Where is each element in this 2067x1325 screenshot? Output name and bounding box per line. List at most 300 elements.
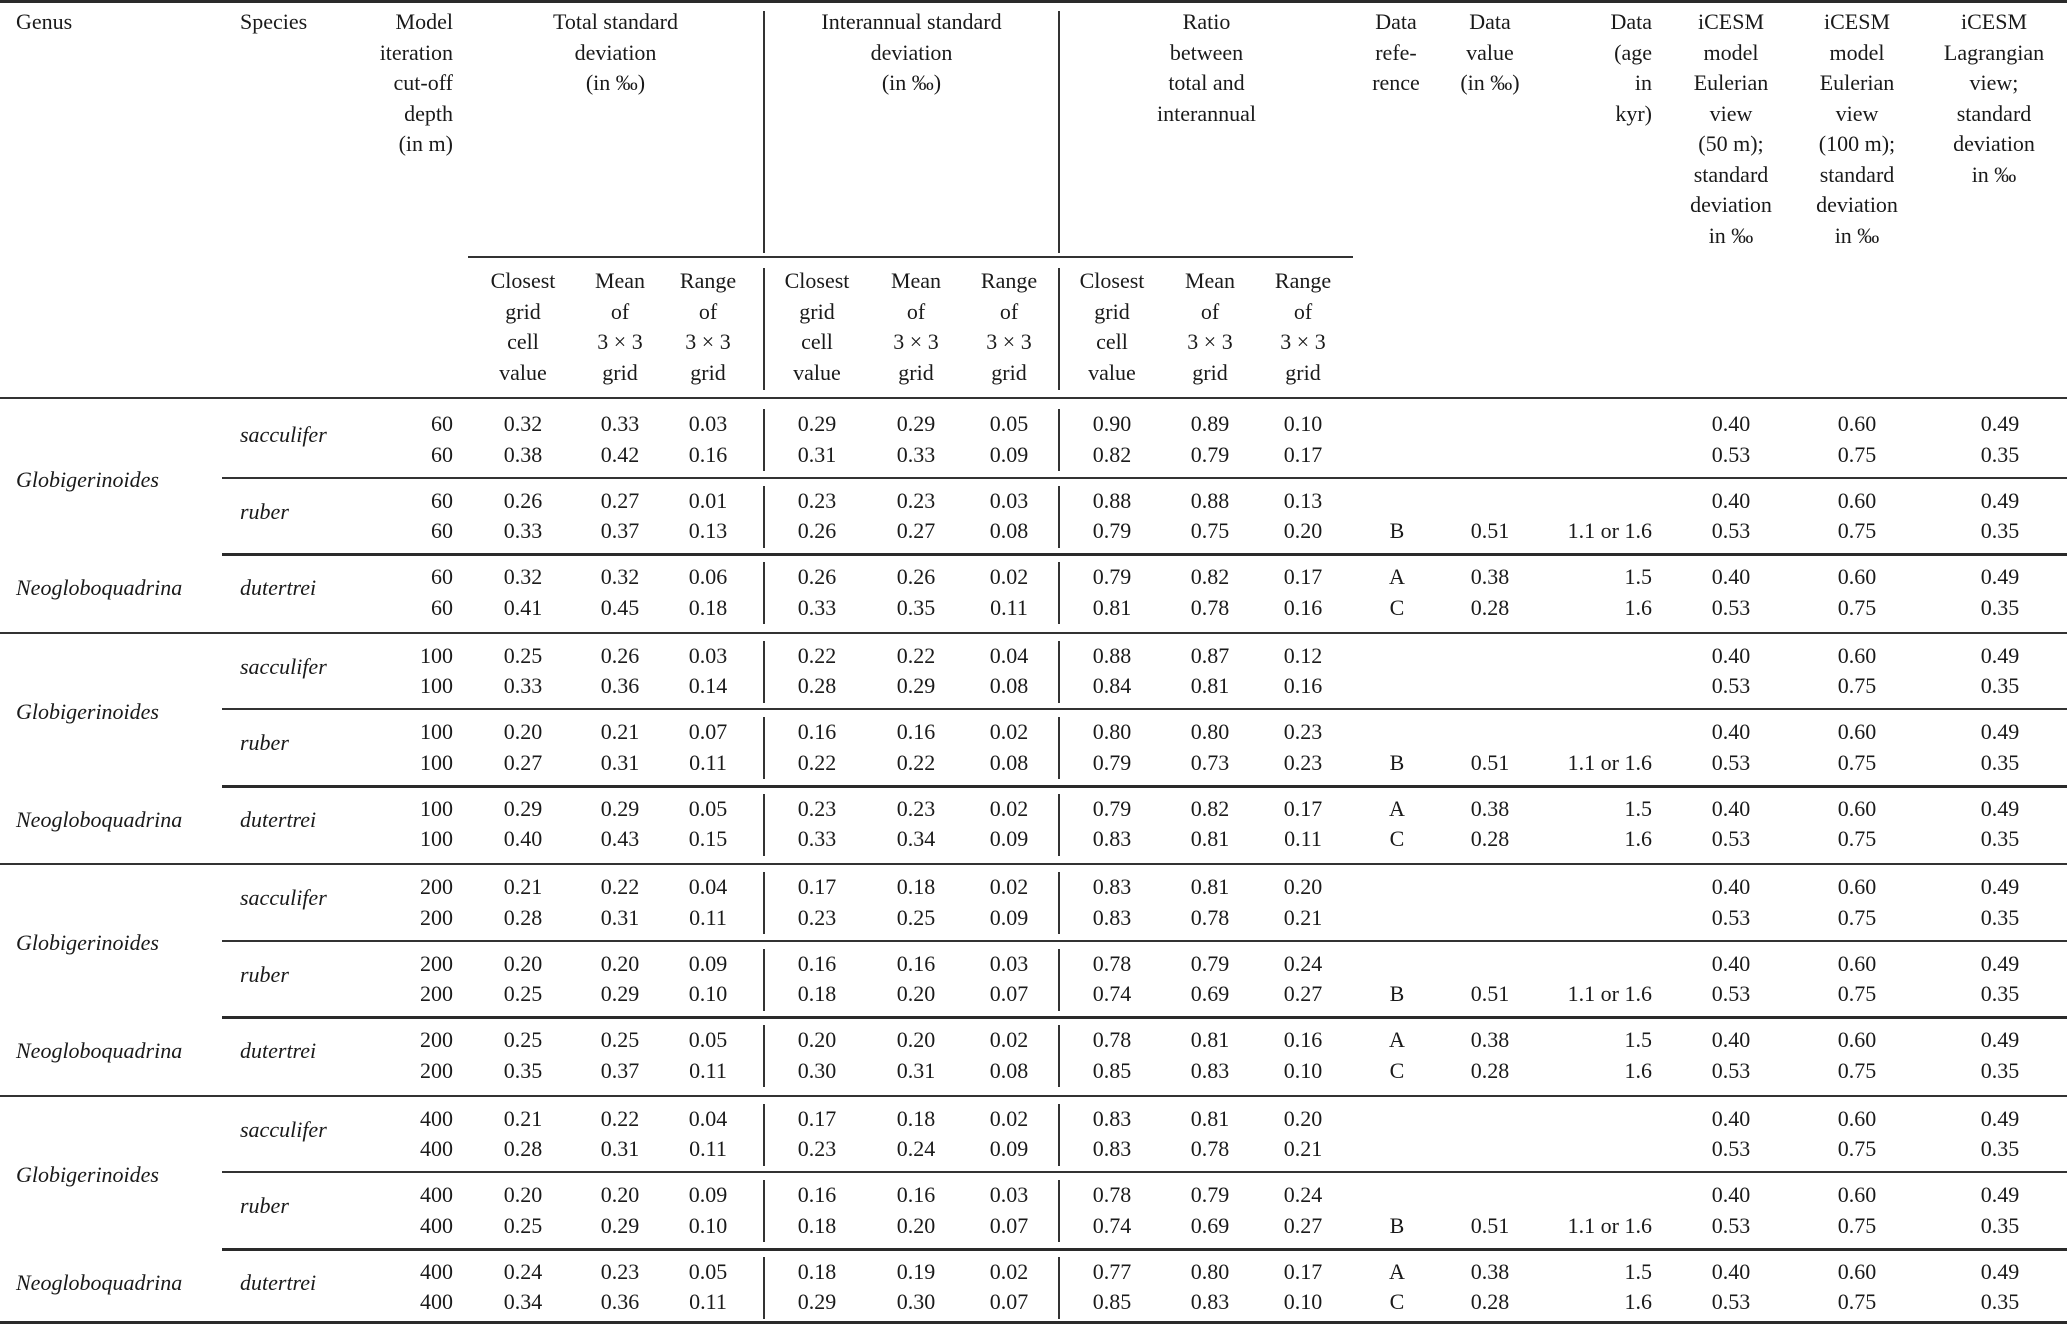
cell-inter-range: 0.09 xyxy=(989,441,1029,467)
cell-total-mean: 0.25 xyxy=(600,1027,640,1052)
header-line: in xyxy=(1634,70,1652,95)
cell-inter-range: 0.02 xyxy=(989,719,1029,744)
cell-ratio-mean: 0.81 xyxy=(1190,673,1230,698)
rule xyxy=(222,785,2067,788)
cell-inter-range: 0.03 xyxy=(989,487,1029,513)
rule xyxy=(222,1016,2067,1019)
rule xyxy=(222,1248,2067,1251)
species-label: dutertrei xyxy=(240,575,317,600)
cell-ratio-range: 0.16 xyxy=(1283,1027,1323,1052)
header-line: value xyxy=(1466,39,1514,65)
cell-total-mean: 0.22 xyxy=(600,1105,640,1131)
cell-total-range: 0.01 xyxy=(688,487,728,513)
cell-icesm-50m: 0.40 xyxy=(1711,719,1751,744)
species-label: ruber xyxy=(240,730,289,755)
cell-total-closest: 0.29 xyxy=(503,795,543,821)
header-line: cell xyxy=(801,329,833,354)
species-label: sacculifer xyxy=(240,422,327,447)
cell-icesm-lagrangian: 0.35 xyxy=(1980,826,2020,851)
cell-icesm-lagrangian: 0.49 xyxy=(1980,1105,2020,1131)
cell-inter-closest: 0.22 xyxy=(797,642,837,668)
column-separator xyxy=(763,268,765,390)
cell-total-closest: 0.20 xyxy=(503,950,543,976)
header-line: grid xyxy=(991,359,1027,385)
cell-ratio-closest: 0.79 xyxy=(1092,518,1132,543)
header-icesm-lagrangian xyxy=(1924,7,2064,190)
cell-total-closest: 0.28 xyxy=(503,1136,543,1161)
cell-total-mean: 0.21 xyxy=(600,719,640,744)
cell-ratio-range: 0.17 xyxy=(1283,564,1323,589)
cell-total-range: 0.11 xyxy=(689,749,727,775)
cell-inter-range: 0.03 xyxy=(989,1182,1029,1207)
subheader-mean xyxy=(1160,266,1260,388)
header-line: of xyxy=(906,298,926,324)
cell-ratio-closest: 0.88 xyxy=(1092,487,1132,513)
cell-data-age: 1.1 or 1.6 xyxy=(1567,518,1652,543)
header-line: deviation xyxy=(1690,192,1772,217)
cell-total-range: 0.09 xyxy=(688,950,728,976)
cell-total-range: 0.15 xyxy=(688,826,728,851)
cell-data-value: 0.51 xyxy=(1470,749,1510,775)
cell-total-range: 0.05 xyxy=(688,1027,728,1052)
cell-inter-mean: 0.20 xyxy=(896,1027,936,1052)
cell-icesm-50m: 0.40 xyxy=(1711,411,1751,436)
cell-inter-range: 0.09 xyxy=(989,1136,1029,1161)
cell-ratio-mean: 0.89 xyxy=(1190,411,1230,436)
cell-inter-range: 0.09 xyxy=(989,826,1029,851)
cell-total-mean: 0.42 xyxy=(600,441,640,467)
header-line: in ‰ xyxy=(1971,161,2017,187)
header-line: between xyxy=(1169,39,1244,65)
cell-ratio-closest: 0.83 xyxy=(1092,874,1132,899)
cell-depth: 60 xyxy=(431,411,453,436)
cell-total-mean: 0.45 xyxy=(600,594,640,620)
genus-label: Neogloboquadrina xyxy=(16,1038,183,1063)
cell-icesm-100m: 0.75 xyxy=(1837,1212,1877,1238)
cell-total-range: 0.10 xyxy=(688,981,728,1006)
cell-inter-range: 0.09 xyxy=(989,904,1029,930)
cell-icesm-lagrangian: 0.49 xyxy=(1980,874,2020,899)
cell-icesm-100m: 0.60 xyxy=(1837,1182,1877,1207)
header-line: Total standard xyxy=(553,9,678,34)
cell-inter-mean: 0.24 xyxy=(896,1136,936,1161)
cell-data-value: 0.38 xyxy=(1470,564,1510,589)
cell-icesm-50m: 0.53 xyxy=(1711,904,1751,930)
cell-total-closest: 0.32 xyxy=(503,411,543,436)
cell-data-age: 1.1 or 1.6 xyxy=(1567,1212,1652,1238)
cell-icesm-50m: 0.40 xyxy=(1711,874,1751,899)
header-line: value xyxy=(793,359,841,385)
cell-inter-mean: 0.16 xyxy=(896,950,936,976)
header-data-value xyxy=(1440,7,1540,99)
header-line: deviation xyxy=(1816,192,1898,217)
species-label: sacculifer xyxy=(240,1116,327,1142)
genus-label: Neogloboquadrina xyxy=(16,575,183,600)
species-label: sacculifer xyxy=(240,653,327,679)
header-line: depth xyxy=(404,100,453,126)
cell-total-mean: 0.37 xyxy=(600,1057,640,1083)
cell-depth: 200 xyxy=(420,904,453,930)
cell-total-mean: 0.31 xyxy=(600,904,640,930)
cell-data-age: 1.5 xyxy=(1624,1258,1652,1284)
header-line: Data xyxy=(1469,9,1511,34)
rule xyxy=(222,1171,2067,1173)
cell-total-range: 0.05 xyxy=(688,795,728,821)
cell-total-closest: 0.28 xyxy=(503,904,543,930)
subheader-closest xyxy=(1062,266,1162,388)
cell-data-value: 0.38 xyxy=(1470,1258,1510,1284)
cell-icesm-50m: 0.53 xyxy=(1711,1289,1751,1314)
cell-ratio-range: 0.24 xyxy=(1283,950,1323,976)
cell-icesm-50m: 0.40 xyxy=(1711,1182,1751,1207)
header-line: standard xyxy=(1956,100,2032,126)
cell-data-age: 1.6 xyxy=(1624,1057,1652,1083)
cell-total-range: 0.06 xyxy=(688,564,728,589)
header-line: Closest xyxy=(490,268,556,293)
cell-data-ref: B xyxy=(1389,981,1405,1006)
cell-total-closest: 0.41 xyxy=(503,594,543,620)
cell-data-age: 1.6 xyxy=(1624,1289,1652,1314)
cell-icesm-lagrangian: 0.49 xyxy=(1980,719,2020,744)
cell-total-range: 0.11 xyxy=(689,1136,727,1161)
header-line: (100 m); xyxy=(1818,131,1896,156)
cell-inter-range: 0.08 xyxy=(989,1057,1029,1083)
cell-data-ref: B xyxy=(1389,518,1405,543)
genus-label: Neogloboquadrina xyxy=(16,806,183,832)
cell-icesm-50m: 0.40 xyxy=(1711,950,1751,976)
cell-ratio-mean: 0.87 xyxy=(1190,642,1230,668)
genus-label: Globigerinoides xyxy=(16,467,159,492)
header-line: grid xyxy=(1192,359,1228,385)
header-line: (age xyxy=(1614,39,1652,65)
cell-icesm-100m: 0.60 xyxy=(1837,642,1877,668)
cell-inter-mean: 0.25 xyxy=(896,904,936,930)
cell-icesm-50m: 0.40 xyxy=(1711,1105,1751,1131)
cell-icesm-100m: 0.60 xyxy=(1837,1258,1877,1284)
cell-icesm-50m: 0.53 xyxy=(1711,594,1751,620)
cell-inter-closest: 0.18 xyxy=(797,1212,837,1238)
cell-icesm-100m: 0.60 xyxy=(1837,1027,1877,1052)
cell-ratio-mean: 0.79 xyxy=(1190,441,1230,467)
cell-icesm-lagrangian: 0.35 xyxy=(1980,1136,2020,1161)
cell-total-mean: 0.23 xyxy=(600,1258,640,1284)
cell-data-value: 0.38 xyxy=(1470,795,1510,821)
cell-ratio-closest: 0.79 xyxy=(1092,749,1132,775)
header-line: Eulerian xyxy=(1693,70,1769,95)
cell-total-mean: 0.36 xyxy=(600,1289,640,1314)
cell-inter-closest: 0.29 xyxy=(797,411,837,436)
cell-icesm-lagrangian: 0.49 xyxy=(1980,1027,2020,1052)
cell-data-value: 0.51 xyxy=(1470,518,1510,543)
species-label: dutertrei xyxy=(240,1269,317,1295)
cell-inter-mean: 0.29 xyxy=(896,673,936,698)
cell-total-range: 0.04 xyxy=(688,874,728,899)
header-line: standard xyxy=(1693,161,1769,187)
cell-icesm-100m: 0.75 xyxy=(1837,1136,1877,1161)
cell-icesm-lagrangian: 0.35 xyxy=(1980,1212,2020,1238)
cell-total-range: 0.11 xyxy=(689,904,727,930)
cell-depth: 100 xyxy=(420,673,453,698)
header-line: grid xyxy=(1094,298,1130,324)
header-line: (in ‰) xyxy=(585,70,646,95)
cell-icesm-lagrangian: 0.35 xyxy=(1980,904,2020,930)
header-line: grid xyxy=(799,298,835,324)
cell-icesm-100m: 0.60 xyxy=(1837,564,1877,589)
header-line: Lagrangian xyxy=(1943,39,2045,65)
cell-ratio-mean: 0.83 xyxy=(1190,1057,1230,1083)
cell-inter-mean: 0.20 xyxy=(896,1212,936,1238)
cell-inter-mean: 0.22 xyxy=(896,642,936,668)
cell-icesm-100m: 0.75 xyxy=(1837,518,1877,543)
cell-inter-mean: 0.35 xyxy=(896,594,936,620)
cell-total-range: 0.05 xyxy=(688,1258,728,1284)
species-label: ruber xyxy=(240,1193,289,1218)
header-line: Closest xyxy=(784,268,850,293)
cell-icesm-50m: 0.40 xyxy=(1711,1258,1751,1284)
header-icesm-50m xyxy=(1670,7,1792,251)
cell-total-range: 0.10 xyxy=(688,1212,728,1238)
cell-inter-range: 0.03 xyxy=(989,950,1029,976)
header-total-sd xyxy=(468,7,763,99)
cell-total-mean: 0.20 xyxy=(600,950,640,976)
cell-data-ref: A xyxy=(1389,795,1405,821)
cell-icesm-50m: 0.40 xyxy=(1711,642,1751,668)
cell-icesm-50m: 0.53 xyxy=(1711,826,1751,851)
cell-icesm-50m: 0.53 xyxy=(1711,981,1751,1006)
subheader-range xyxy=(1253,266,1353,388)
cell-total-mean: 0.31 xyxy=(600,749,640,775)
header-depth xyxy=(353,7,453,160)
cell-data-age: 1.5 xyxy=(1624,1027,1652,1052)
cell-total-mean: 0.29 xyxy=(600,981,640,1006)
cell-inter-closest: 0.22 xyxy=(797,749,837,775)
cell-total-range: 0.03 xyxy=(688,411,728,436)
cell-icesm-lagrangian: 0.35 xyxy=(1980,518,2020,543)
cell-icesm-lagrangian: 0.49 xyxy=(1980,411,2020,436)
genus-label: Neogloboquadrina xyxy=(16,1269,183,1295)
header-line: Interannual standard xyxy=(821,9,1002,34)
cell-total-closest: 0.32 xyxy=(503,564,543,589)
cell-inter-mean: 0.27 xyxy=(896,518,936,543)
cell-ratio-mean: 0.78 xyxy=(1190,904,1230,930)
cell-data-value: 0.28 xyxy=(1470,594,1510,620)
cell-icesm-lagrangian: 0.49 xyxy=(1980,1258,2020,1284)
cell-total-range: 0.16 xyxy=(688,441,728,467)
cell-icesm-100m: 0.75 xyxy=(1837,594,1877,620)
cell-icesm-50m: 0.53 xyxy=(1711,1057,1751,1083)
cell-total-closest: 0.25 xyxy=(503,1027,543,1052)
cell-ratio-range: 0.20 xyxy=(1283,518,1323,543)
cell-ratio-range: 0.21 xyxy=(1283,1136,1323,1161)
cell-total-closest: 0.20 xyxy=(503,1182,543,1207)
cell-depth: 60 xyxy=(431,564,453,589)
cell-inter-mean: 0.22 xyxy=(896,749,936,775)
cell-total-closest: 0.33 xyxy=(503,518,543,543)
header-line: Mean xyxy=(1184,268,1236,293)
cell-inter-mean: 0.18 xyxy=(896,874,936,899)
cell-total-mean: 0.29 xyxy=(600,795,640,821)
header-line: iCESM xyxy=(1960,9,2028,34)
header-line: Range xyxy=(980,268,1038,293)
cell-total-mean: 0.43 xyxy=(600,826,640,851)
cell-depth: 200 xyxy=(420,874,453,899)
header-line: Range xyxy=(679,268,737,293)
cell-data-value: 0.38 xyxy=(1470,1027,1510,1052)
cell-total-range: 0.18 xyxy=(688,594,728,620)
cell-inter-closest: 0.16 xyxy=(797,950,837,976)
header-line: Model xyxy=(395,9,453,34)
cell-ratio-closest: 0.88 xyxy=(1092,642,1132,668)
cell-icesm-100m: 0.60 xyxy=(1837,411,1877,436)
header-line: grid xyxy=(1285,359,1321,385)
cell-depth: 400 xyxy=(420,1212,453,1238)
cell-ratio-mean: 0.80 xyxy=(1190,1258,1230,1284)
cell-total-closest: 0.21 xyxy=(503,1105,543,1131)
cell-inter-mean: 0.16 xyxy=(896,719,936,744)
cell-inter-range: 0.08 xyxy=(989,673,1029,698)
cell-ratio-mean: 0.79 xyxy=(1190,1182,1230,1207)
cell-icesm-lagrangian: 0.49 xyxy=(1980,487,2020,513)
cell-inter-closest: 0.28 xyxy=(797,673,837,698)
cell-inter-range: 0.11 xyxy=(990,594,1028,620)
cell-inter-range: 0.02 xyxy=(989,1105,1029,1131)
cell-total-mean: 0.22 xyxy=(600,874,640,899)
cell-total-mean: 0.37 xyxy=(600,518,640,543)
cell-data-age: 1.1 or 1.6 xyxy=(1567,749,1652,775)
cell-total-closest: 0.40 xyxy=(503,826,543,851)
cell-ratio-range: 0.10 xyxy=(1283,411,1323,436)
cell-icesm-lagrangian: 0.35 xyxy=(1980,749,2020,775)
cell-inter-mean: 0.23 xyxy=(896,487,936,513)
header-line: Eulerian xyxy=(1819,70,1895,95)
cell-icesm-lagrangian: 0.49 xyxy=(1980,642,2020,668)
cell-depth: 400 xyxy=(420,1136,453,1161)
header-line: kyr) xyxy=(1615,100,1652,126)
header-line: (50 m); xyxy=(1698,131,1764,156)
species-label: dutertrei xyxy=(240,806,317,832)
cell-total-closest: 0.34 xyxy=(503,1289,543,1314)
cell-icesm-100m: 0.60 xyxy=(1837,1105,1877,1131)
cell-total-closest: 0.25 xyxy=(503,1212,543,1238)
header-line: Mean xyxy=(594,268,646,293)
cell-total-mean: 0.33 xyxy=(600,411,640,436)
cell-ratio-mean: 0.81 xyxy=(1190,1027,1230,1052)
column-separator xyxy=(1058,11,1060,253)
cell-ratio-range: 0.21 xyxy=(1283,904,1323,930)
cell-data-value: 0.28 xyxy=(1470,1057,1510,1083)
genus-label: Globigerinoides xyxy=(16,930,159,955)
rule xyxy=(222,553,2067,556)
cell-icesm-100m: 0.60 xyxy=(1837,950,1877,976)
rule xyxy=(0,632,2067,634)
cell-data-age: 1.1 or 1.6 xyxy=(1567,981,1652,1006)
cell-ratio-range: 0.23 xyxy=(1283,719,1323,744)
cell-inter-closest: 0.31 xyxy=(797,441,837,467)
cell-total-range: 0.07 xyxy=(688,719,728,744)
cell-inter-range: 0.08 xyxy=(989,518,1029,543)
cell-ratio-range: 0.17 xyxy=(1283,441,1323,467)
cell-ratio-mean: 0.80 xyxy=(1190,719,1230,744)
cell-icesm-lagrangian: 0.49 xyxy=(1980,795,2020,821)
cell-ratio-mean: 0.73 xyxy=(1190,749,1230,775)
cell-data-ref: A xyxy=(1389,1027,1405,1052)
cell-icesm-50m: 0.53 xyxy=(1711,441,1751,467)
cell-data-value: 0.28 xyxy=(1470,826,1510,851)
cell-depth: 200 xyxy=(420,981,453,1006)
cell-icesm-lagrangian: 0.35 xyxy=(1980,594,2020,620)
rule xyxy=(468,256,1353,258)
cell-total-closest: 0.25 xyxy=(503,981,543,1006)
header-line: 3 × 3 xyxy=(1280,329,1326,354)
cell-inter-mean: 0.26 xyxy=(896,564,936,589)
cell-inter-closest: 0.33 xyxy=(797,594,837,620)
cell-icesm-100m: 0.60 xyxy=(1837,874,1877,899)
cell-ratio-mean: 0.79 xyxy=(1190,950,1230,976)
cell-icesm-50m: 0.53 xyxy=(1711,1136,1751,1161)
cell-inter-closest: 0.33 xyxy=(797,826,837,851)
cell-depth: 60 xyxy=(431,594,453,620)
cell-inter-range: 0.02 xyxy=(989,564,1029,589)
cell-total-mean: 0.31 xyxy=(600,1136,640,1161)
cell-icesm-100m: 0.75 xyxy=(1837,826,1877,851)
cell-ratio-range: 0.13 xyxy=(1283,487,1323,513)
cell-total-closest: 0.38 xyxy=(503,441,543,467)
cell-inter-range: 0.05 xyxy=(989,411,1029,436)
cell-inter-mean: 0.18 xyxy=(896,1105,936,1131)
cell-ratio-range: 0.11 xyxy=(1284,826,1322,851)
cell-depth: 200 xyxy=(420,1057,453,1083)
species-label: sacculifer xyxy=(240,885,327,910)
cell-inter-closest: 0.23 xyxy=(797,487,837,513)
cell-icesm-lagrangian: 0.49 xyxy=(1980,564,2020,589)
cell-ratio-closest: 0.82 xyxy=(1092,441,1132,467)
subheader-mean xyxy=(866,266,966,388)
cell-depth: 400 xyxy=(420,1289,453,1314)
subheader-mean xyxy=(570,266,670,388)
cell-data-ref: C xyxy=(1389,594,1405,620)
cell-inter-range: 0.07 xyxy=(989,981,1029,1006)
column-separator xyxy=(763,11,765,253)
column-separator xyxy=(1058,268,1060,390)
cell-icesm-lagrangian: 0.35 xyxy=(1980,673,2020,698)
cell-data-ref: C xyxy=(1389,1057,1405,1083)
header-line: 3 × 3 xyxy=(685,329,731,354)
cell-ratio-closest: 0.90 xyxy=(1092,411,1132,436)
cell-depth: 100 xyxy=(420,719,453,744)
header-line: Mean xyxy=(890,268,942,293)
header-line: in ‰ xyxy=(1708,222,1754,248)
cell-icesm-100m: 0.60 xyxy=(1837,719,1877,744)
species-label: dutertrei xyxy=(240,1038,317,1063)
header-interannual-sd xyxy=(765,7,1058,99)
cell-ratio-closest: 0.78 xyxy=(1092,1182,1132,1207)
cell-inter-closest: 0.17 xyxy=(797,874,837,899)
cell-depth: 400 xyxy=(420,1258,453,1284)
header-line: grid xyxy=(505,298,541,324)
cell-inter-range: 0.07 xyxy=(989,1212,1029,1238)
cell-total-range: 0.09 xyxy=(688,1182,728,1207)
header-line: total and xyxy=(1168,70,1245,95)
cell-ratio-range: 0.12 xyxy=(1283,642,1323,668)
header-line: Closest xyxy=(1079,268,1145,293)
header-line: 3 × 3 xyxy=(893,329,939,354)
cell-inter-closest: 0.20 xyxy=(797,1027,837,1052)
cell-depth: 60 xyxy=(431,487,453,513)
cell-inter-mean: 0.29 xyxy=(896,411,936,436)
cell-ratio-closest: 0.77 xyxy=(1092,1258,1132,1284)
cell-icesm-50m: 0.53 xyxy=(1711,1212,1751,1238)
subheader-closest xyxy=(767,266,867,388)
